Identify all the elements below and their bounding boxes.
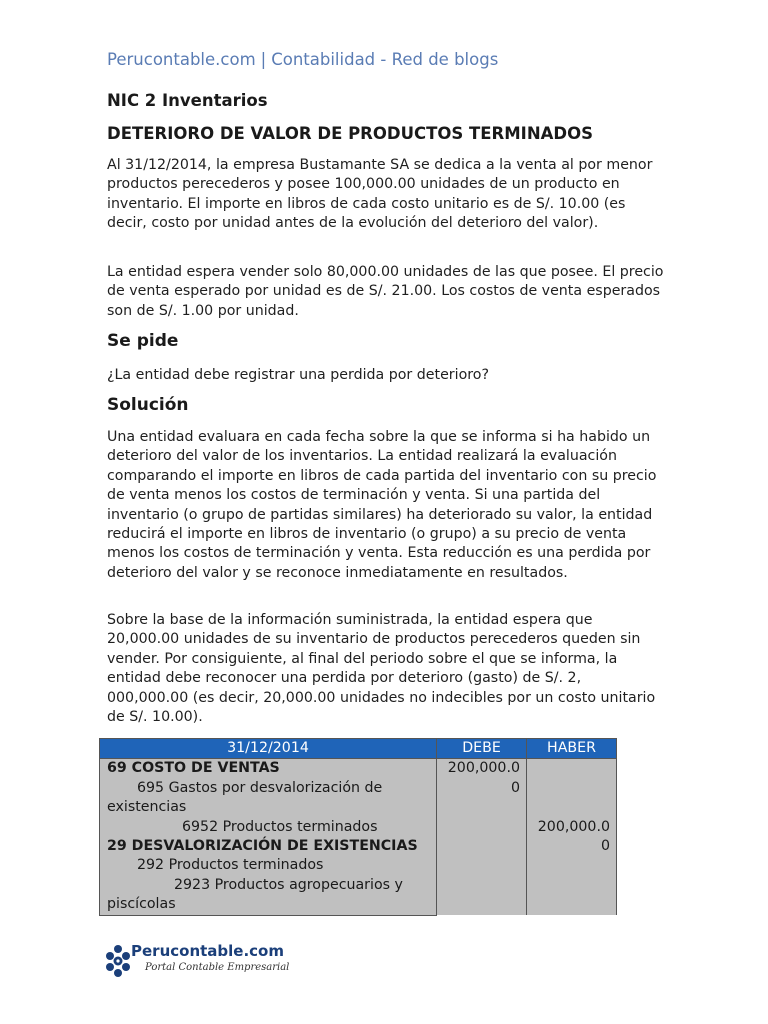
table-row [100,856,617,875]
paragraph-question: ¿La entidad debe registrar una perdida por deterioro? [107,367,489,383]
haber-cell [527,759,617,818]
account-label: 6952 Productos terminados [182,818,378,835]
perucontable-logo[interactable] [105,940,290,982]
column-header-haber: HABER [527,739,617,759]
account-cell: 29 DESVALORIZACIÓN DE EXISTENCIAS [100,837,437,856]
paragraph-conclusion: Sobre la base de la información suministrada, la entidad espera que 20,000.00 unidades de su inventario de productos perecederos queden sin vender. Por consiguiente, al final del periodo sobre el que se informa, la entidad debe reconocer una perdida por deterioro (gasto) de S/. 2, 000,000.00 (es decir, 20,000.00 unidades no indecibles por un costo unitario de S/. 10.00). [107,612,656,726]
heading-solucion: Solución [107,395,189,415]
account-label: 292 Productos terminados [137,857,324,874]
table-header-row [100,739,617,759]
paragraph-intro: Al 31/12/2014, la empresa Bustamante SA se dedica a la venta al por menor productos perecederos y posee 100,000.00 unidades de un producto en inventario. El importe en libros de cada costo unitario es de S/. 10.00 (es decir, costo por unidad antes de la evolución del deterioro del valor). [107,157,653,232]
debe-cell [437,856,527,915]
table-row [100,818,617,837]
debe-cell [437,818,527,857]
site-section[interactable]: Contabilidad - Red de blogs [271,50,499,69]
journal-entry-table [99,738,617,916]
heading-deterioro: DETERIORO DE VALOR DE PRODUCTOS TERMINADOS [107,124,594,143]
account-cell [100,779,437,818]
account-cell: 69 COSTO DE VENTAS [100,759,437,779]
header-separator: | [260,50,267,69]
logo-name: Perucontable.com [131,942,284,960]
site-header [107,50,498,69]
column-header-date: 31/12/2014 [100,739,437,759]
haber-cell [527,856,617,915]
site-name[interactable]: Perucontable.com [107,50,256,69]
account-cell [100,856,437,875]
table-row [100,759,617,779]
logo-tagline: Portal Contable Empresarial [145,962,290,973]
heading-nic: NIC 2 Inventarios [107,91,268,110]
account-label: 695 Gastos por desvalorización de existencias [107,779,383,816]
heading-se-pide: Se pide [107,331,179,351]
account-label: 2923 Productos agropecuarios y piscícolas [107,876,403,913]
debe-cell: 200,000.00 [437,759,527,818]
paragraph-solution: Una entidad evaluara en cada fecha sobre la que se informa si ha habido un deterioro del valor de los inventarios. La entidad realizará la evaluación comparando el importe en libros de cada partida del inventario con su precio de venta menos los costos de terminación y venta. Si una partida del inventario (o grupo de partidas similares) ha deteriorado su valor, la entidad reducirá el importe en libros de inventario (o grupo) a su precio de venta menos los costos de terminación y venta. Esta reducción es una perdida por deterioro del valor y se reconoce inmediatamente en resultados. [107,429,657,581]
logo-mark-icon [105,944,131,978]
account-cell [100,818,437,837]
paragraph-expectations: La entidad espera vender solo 80,000.00 unidades de las que posee. El precio de venta esperado por unidad es de S/. 21.00. Los costos de venta esperados son de S/. 1.00 por unidad. [107,264,664,319]
haber-cell: 200,000.00 [527,818,617,857]
account-cell [100,876,437,915]
column-header-debe: DEBE [437,739,527,759]
